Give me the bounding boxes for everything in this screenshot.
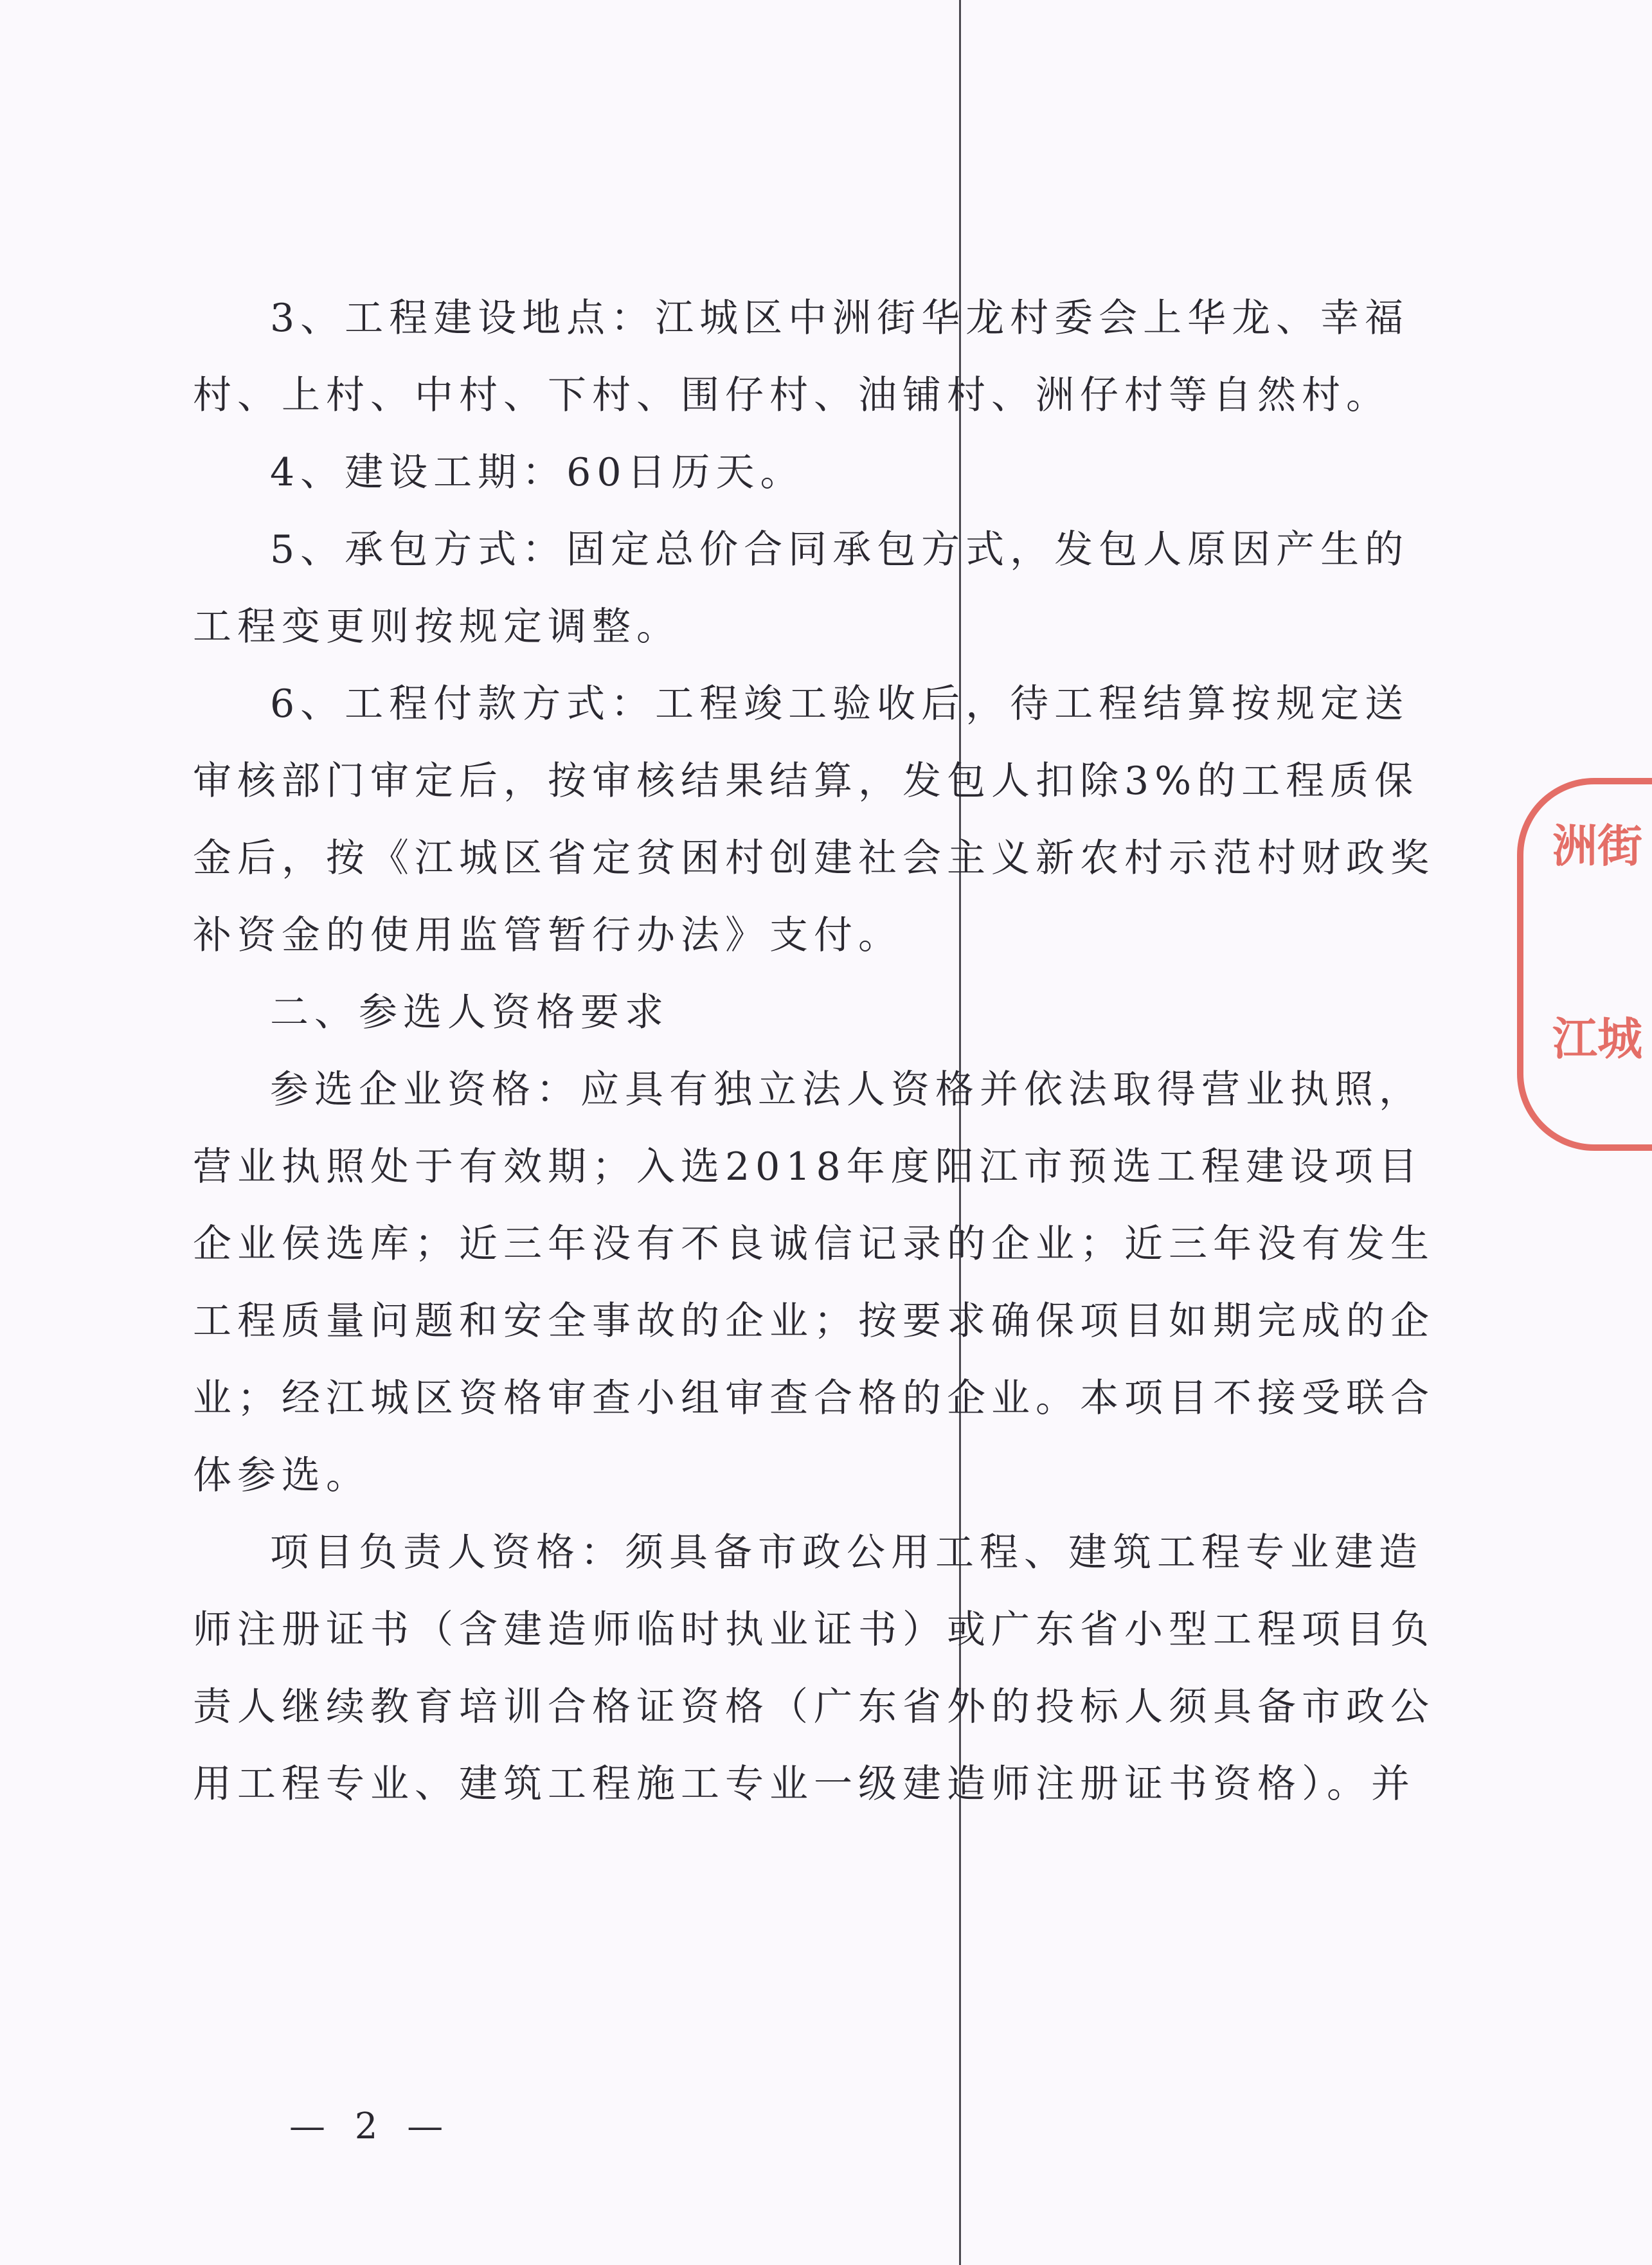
- paragraph-line: 金后，按《江城区省定贫困村创建社会主义新农村示范村财政奖: [193, 836, 1435, 881]
- paragraph-line: 工程质量问题和安全事故的企业；按要求确保项目如期完成的企: [193, 1299, 1435, 1344]
- stamp-text-top: 洲街: [1552, 819, 1642, 872]
- paragraph-line: 村、上村、中村、下村、围仔村、油铺村、洲仔村等自然村。: [193, 373, 1390, 418]
- paragraph-line: 项目负责人资格：须具备市政公用工程、建筑工程专业建造: [270, 1530, 1423, 1575]
- paragraph-line: 工程变更则按规定调整。: [193, 604, 681, 649]
- section-heading: 二、参选人资格要求: [270, 990, 669, 1035]
- paragraph-line: 企业侯选库；近三年没有不良诚信记录的企业；近三年没有发生: [193, 1222, 1435, 1267]
- paragraph-line: 补资金的使用监管暂行办法》支付。: [193, 913, 902, 958]
- paragraph-line: 6、工程付款方式：工程竣工验收后，待工程结算按规定送: [270, 681, 1410, 726]
- body-text: [193, 280, 1446, 1823]
- paragraph-line: 师注册证书（含建造师临时执业证书）或广东省小型工程项目负: [193, 1607, 1435, 1652]
- paragraph-line: 参选企业资格：应具有独立法人资格并依法取得营业执照，: [270, 1067, 1423, 1112]
- paragraph-line: 4、建设工期：60日历天。: [270, 450, 805, 495]
- red-seal-stamp: [1517, 778, 1652, 1151]
- paragraph-line: 责人继续教育培训合格证资格（广东省外的投标人须具备市政公: [193, 1684, 1435, 1729]
- paragraph-line: 审核部门审定后，按审核结果结算，发包人扣除3%的工程质保: [193, 759, 1419, 804]
- stamp-text-bottom: 江城: [1552, 1012, 1642, 1065]
- page-number: — 2 —: [289, 2106, 453, 2147]
- paragraph-line: 3、工程建设地点：江城区中洲街华龙村委会上华龙、幸福: [270, 296, 1410, 341]
- paragraph-line: 用工程专业、建筑工程施工专业一级建造师注册证书资格）。并: [193, 1762, 1415, 1807]
- paragraph-line: 5、承包方式：固定总价合同承包方式，发包人原因产生的: [270, 527, 1410, 572]
- paragraph-line: 体参选。: [193, 1453, 370, 1498]
- paragraph-line: 业；经江城区资格审查小组审查合格的企业。本项目不接受联合: [193, 1376, 1435, 1421]
- paragraph-line: 营业执照处于有效期；入选2018年度阳江市预选工程建设项目: [193, 1144, 1423, 1189]
